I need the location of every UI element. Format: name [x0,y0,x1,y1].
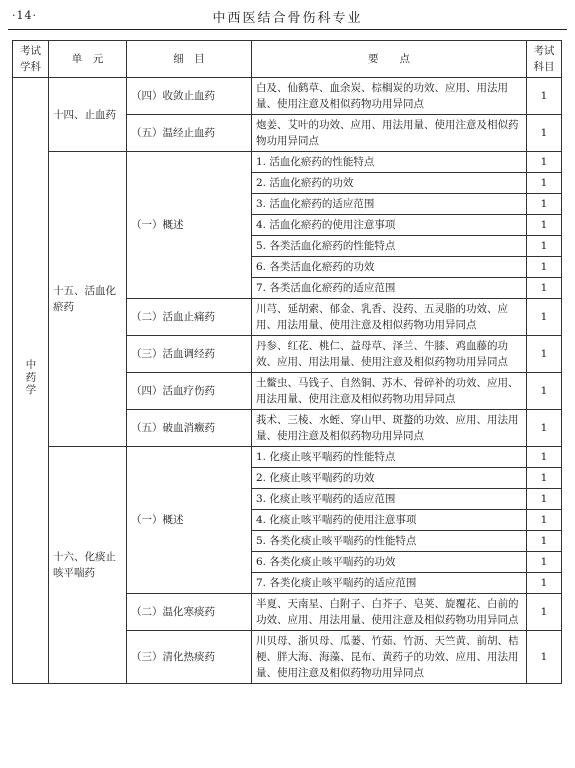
unit-cell: 十六、化痰止咳平喘药 [49,447,127,684]
col-header-points: 要 点 [252,41,527,78]
item-cell: （五）破血消癥药 [127,410,252,447]
subject-cell [13,78,49,684]
level-cell: 1 [527,194,562,215]
col-header-subject: 考试 学科 [13,41,49,78]
level-cell: 1 [527,510,562,531]
point-cell: 炮姜、艾叶的功效、应用、用法用量、使用注意及相似药物功用异同点 [252,115,527,152]
table-header-row [13,41,562,78]
point-cell: 丹参、红花、桃仁、益母草、泽兰、牛膝、鸡血藤的功效、应用、用法用量、使用注意及相似药物功用异同点 [252,336,527,373]
subject-label: 中药学 [24,359,37,397]
point-cell: 白及、仙鹤草、血余炭、棕榈炭的功效、应用、用法用量、使用注意及相似药物功用异同点 [252,78,527,115]
level-cell: 1 [527,468,562,489]
table-row [13,78,562,115]
point-cell: 川芎、延胡索、郁金、乳香、没药、五灵脂的功效、应用、用法用量、使用注意及相似药物功用异同点 [252,299,527,336]
unit-cell: 十四、止血药 [49,78,127,152]
item-cell: （三）清化热痰药 [127,631,252,684]
header-rule [8,29,567,30]
point-cell: 3. 活血化瘀药的适应范围 [252,194,527,215]
unit-cell: 十五、活血化瘀药 [49,152,127,447]
page-header [0,0,575,30]
book-title: 中西医结合骨伤科专业 [212,11,363,26]
page-number: ·14· [12,9,37,22]
item-cell: （一）概述 [127,152,252,299]
point-cell: 1. 化痰止咳平喘药的性能特点 [252,447,527,468]
point-cell: 7. 各类化痰止咳平喘药的适应范围 [252,573,527,594]
col-header-level: 考试 科目 [527,41,562,78]
level-cell: 1 [527,336,562,373]
col-header-unit: 单 元 [49,41,127,78]
point-cell: 川贝母、浙贝母、瓜蒌、竹茹、竹沥、天竺黄、前胡、桔梗、胖大海、海藻、昆布、黄药子的功效、应用、用法用量、使用注意及相似药物功用异同点 [252,631,527,684]
point-cell: 5. 各类活血化瘀药的性能特点 [252,236,527,257]
col-header-item: 细 目 [127,41,252,78]
level-cell: 1 [527,78,562,115]
level-cell: 1 [527,278,562,299]
level-cell: 1 [527,447,562,468]
level-cell: 1 [527,552,562,573]
point-cell: 6. 各类活血化瘀药的功效 [252,257,527,278]
level-cell: 1 [527,115,562,152]
level-cell: 1 [527,489,562,510]
point-cell: 半夏、天南星、白附子、白芥子、皂荚、旋覆花、白前的功效、应用、用法用量、使用注意及相似药物功用异同点 [252,594,527,631]
level-cell: 1 [527,410,562,447]
item-cell: （三）活血调经药 [127,336,252,373]
level-cell: 1 [527,573,562,594]
point-cell: 2. 活血化瘀药的功效 [252,173,527,194]
item-cell: （二）温化寒痰药 [127,594,252,631]
level-cell: 1 [527,594,562,631]
point-cell: 4. 活血化瘀药的使用注意事项 [252,215,527,236]
point-cell: 6. 各类化痰止咳平喘药的功效 [252,552,527,573]
item-cell: （四）活血疗伤药 [127,373,252,410]
syllabus-table [12,40,562,684]
table-row [13,152,562,173]
level-cell: 1 [527,215,562,236]
table-row [13,447,562,468]
level-cell: 1 [527,152,562,173]
point-cell: 2. 化痰止咳平喘药的功效 [252,468,527,489]
point-cell: 7. 各类活血化瘀药的适应范围 [252,278,527,299]
item-cell: （四）收敛止血药 [127,78,252,115]
level-cell: 1 [527,236,562,257]
level-cell: 1 [527,531,562,552]
item-cell: （五）温经止血药 [127,115,252,152]
point-cell: 莪术、三棱、水蛭、穿山甲、斑蝥的功效、应用、用法用量、使用注意及相似药物功用异同点 [252,410,527,447]
point-cell: 土鳖虫、马钱子、自然铜、苏木、骨碎补的功效、应用、用法用量、使用注意及相似药物功用异同点 [252,373,527,410]
point-cell: 5. 各类化痰止咳平喘药的性能特点 [252,531,527,552]
point-cell: 3. 化痰止咳平喘药的适应范围 [252,489,527,510]
level-cell: 1 [527,631,562,684]
item-cell: （一）概述 [127,447,252,594]
level-cell: 1 [527,299,562,336]
level-cell: 1 [527,173,562,194]
level-cell: 1 [527,257,562,278]
point-cell: 4. 化痰止咳平喘药的使用注意事项 [252,510,527,531]
item-cell: （二）活血止痛药 [127,299,252,336]
point-cell: 1. 活血化瘀药的性能特点 [252,152,527,173]
level-cell: 1 [527,373,562,410]
